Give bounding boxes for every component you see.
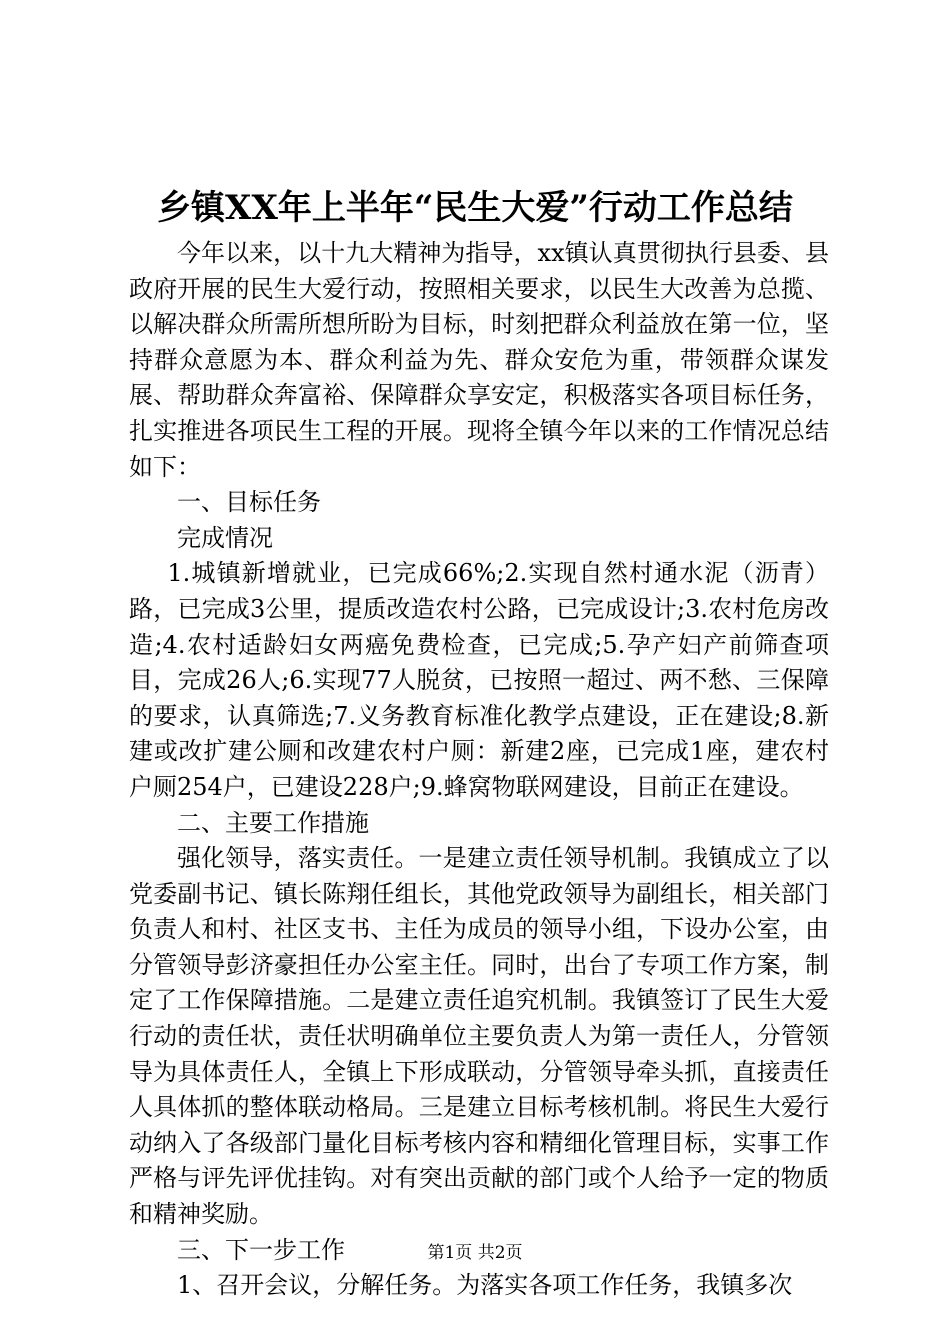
document-body [129,236,829,1304]
paragraph-measures: 强化领导，落实责任。一是建立责任领导机制。我镇成立了以党委副书记、镇长陈翔任组长，其他党政领导为副组长，相关部门负责人和村、社区支书、主任为成员的领导小组，下设办公室，由分管领导彭济豪担任办公室主任。同时，出台了专项工作方案，制定了工作保障措施。二是建立责任追究机制。我镇签订了民生大爱行动的责任状，责任状明确单位主要负责人为第一责任人，分管领导为具体责任人，全镇上下形成联动，分管领导牵头抓，直接责任人具体抓的整体联动格局。三是建立目标考核机制。将民生大爱行动纳入了各级部门量化目标考核内容和精细化管理目标，实事工作严格与评先评优挂钩。对有突出贡献的部门或个人给予一定的物质和精神奖励。 [129,844,829,1229]
paragraph-completion-list: 1.城镇新增就业，已完成66%;2.实现自然村通水泥（沥青）路，已完成3公里，提质改造农村公路，已完成设计;3.农村危房改造;4.农村适龄妇女两癌免费检查，已完成;5.孕产妇产前筛查项目，完成26人;6.实现77人脱贫，已按照一超过、两不愁、三保障的要求，认真筛选;7.义务教育标准化教学点建设，正在建设;8.新建或改扩建公厕和改建农村户厕：新建2座，已完成1座，建农村户厕254户，已建设228户;9.蜂窝物联网建设，目前正在建设。 [129,559,829,801]
section-heading-next-steps: 三、下一步工作 [177,1235,345,1264]
section-heading-goals: 一、目标任务 [177,488,321,517]
subheading-completion: 完成情况 [177,523,273,552]
document-title: 乡镇XX年上半年“民生大爱”行动工作总结 [157,188,793,228]
paragraph-next-steps: 1、召开会议，分解任务。为落实各项工作任务，我镇多次 [177,1271,793,1300]
section-heading-measures: 二、主要工作措施 [177,808,369,837]
paragraph-intro: 今年以来，以十九大精神为指导，xx镇认真贯彻执行县委、县政府开展的民生大爱行动，按照相关要求，以民生大改善为总揽、以解决群众所需所想所盼为目标，时刻把群众利益放在第一位，坚持群众意愿为本、群众利益为先、群众安危为重，带领群众谋发展、帮助群众奔富裕、保障群众享安定，积极落实各项目标任务，扎实推进各项民生工程的开展。现将全镇今年以来的工作情况总结如下： [129,239,829,481]
page-number-footer: 第1页 共2页 [427,1243,523,1263]
